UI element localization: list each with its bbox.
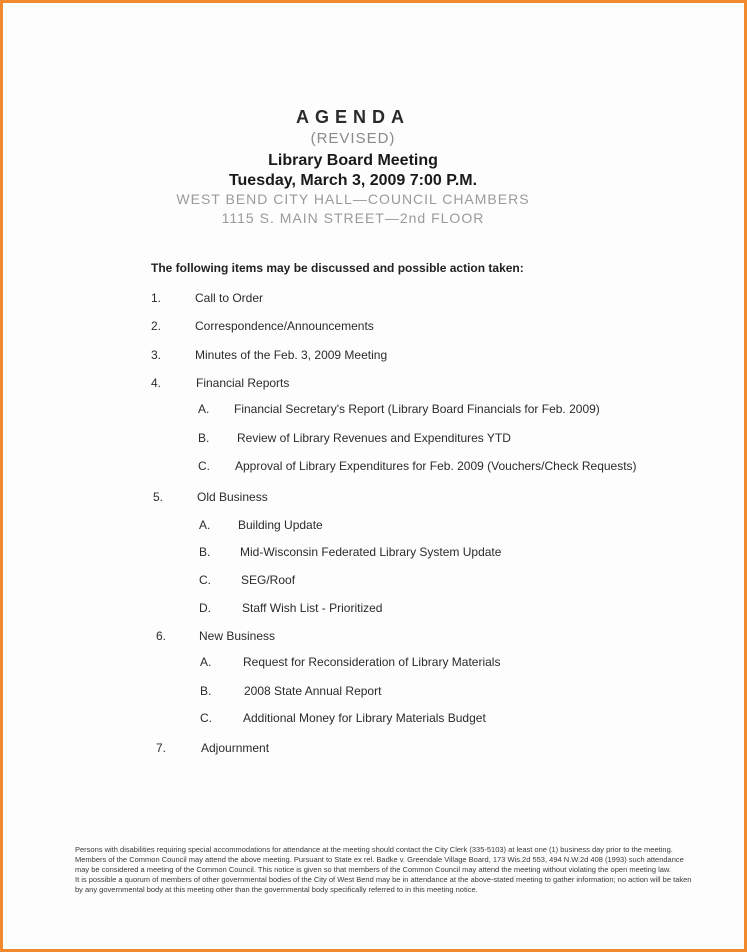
subitem-text: Financial Secretary's Report (Library Board Financials for Feb. 2009) bbox=[234, 402, 600, 416]
subitem-text: Additional Money for Library Materials Budget bbox=[243, 711, 486, 725]
subitem-text: Review of Library Revenues and Expenditures YTD bbox=[237, 431, 511, 445]
intro-text: The following items may be discussed and possible action taken: bbox=[151, 261, 524, 275]
subitem-letter: C. bbox=[200, 711, 212, 725]
subitem-letter: A. bbox=[199, 518, 211, 532]
subitem-text: Building Update bbox=[238, 518, 323, 532]
item-number: 6. bbox=[156, 629, 167, 643]
meeting-title: Library Board Meeting bbox=[268, 152, 438, 169]
item-number: 4. bbox=[151, 376, 162, 390]
subitem-letter: A. bbox=[198, 402, 210, 416]
item-text: Call to Order bbox=[195, 291, 264, 305]
subitem-letter: D. bbox=[199, 601, 211, 615]
item-text: Minutes of the Feb. 3, 2009 Meeting bbox=[195, 348, 388, 362]
footer-notice bbox=[75, 845, 695, 895]
subitem-letter: B. bbox=[200, 684, 212, 698]
meeting-location: WEST BEND CITY HALL—COUNCIL CHAMBERS bbox=[176, 191, 530, 207]
subitem-letter: B. bbox=[198, 431, 210, 445]
item-text: Adjournment bbox=[201, 741, 270, 755]
item-text: Correspondence/Announcements bbox=[195, 319, 374, 333]
subitem-letter: C. bbox=[198, 459, 210, 473]
subitem-text: Approval of Library Expenditures for Feb. 2009 (Vouchers/Check Requests) bbox=[235, 459, 637, 473]
meeting-address-text: 1115 S. MAIN STREET—2nd FLOOR bbox=[221, 210, 485, 226]
item-number: 2. bbox=[151, 319, 162, 333]
subitem-text: SEG/Roof bbox=[241, 573, 296, 587]
subitem-text: 2008 State Annual Report bbox=[244, 684, 382, 698]
item-number: 5. bbox=[153, 490, 164, 504]
subitem-text: Mid-Wisconsin Federated Library System Update bbox=[240, 545, 502, 559]
agenda-heading: AGENDA bbox=[295, 107, 410, 127]
revised-label: (REVISED) bbox=[310, 130, 396, 147]
meeting-date: Tuesday, March 3, 2009 7:00 P.M. bbox=[228, 172, 478, 189]
meeting-address bbox=[3, 210, 703, 226]
item-text: New Business bbox=[199, 629, 276, 643]
subitem-letter: B. bbox=[199, 545, 211, 559]
item-number: 1. bbox=[151, 291, 162, 305]
subitem-text: Request for Reconsideration of Library Materials bbox=[243, 655, 501, 669]
item-text: Old Business bbox=[197, 490, 268, 504]
item-number: 3. bbox=[151, 348, 162, 362]
subitem-letter: A. bbox=[200, 655, 212, 669]
subitem-letter: C. bbox=[199, 573, 211, 587]
footer-paragraph: It is possible a quorum of members of other governmental bodies of the City of West Bend may be in attendance at the above-stated meeting to gather information; no action will be taken by any governmental body at this meeting other than the governmental body specifically referred to in this meeting notice. bbox=[75, 875, 692, 894]
item-number: 7. bbox=[156, 741, 167, 755]
subitem-text: Staff Wish List - Prioritized bbox=[242, 601, 383, 615]
item-text: Financial Reports bbox=[196, 376, 290, 390]
footer-paragraph: Persons with disabilities requiring special accommodations for attendance at the meeting should contact the City Clerk (335-5103) at least one (1) business day prior to the meeting. Members of the Common Council may attend the above meeting. Pursuant to State ex rel. Badke v. Greendale Village Board, 173 Wis.2d 553, 494 N.W.2d 408 (1993) such attendance may be considered a meeting of the Common Council. This notice is given so that members of the Common Council may attend the meeting without violating the open meeting law. bbox=[75, 845, 684, 874]
